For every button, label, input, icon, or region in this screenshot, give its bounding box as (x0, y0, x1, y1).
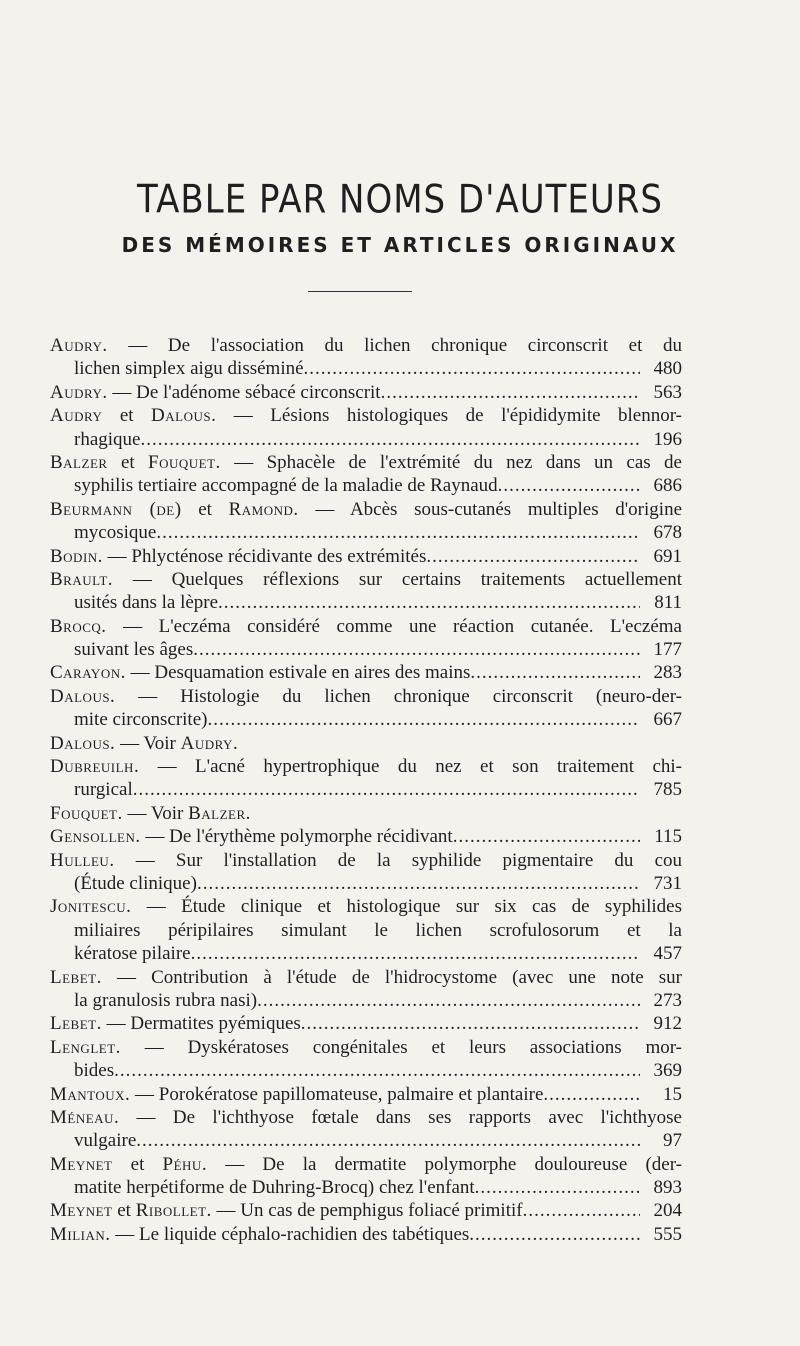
index-entry (50, 1083, 682, 1106)
entry-text (50, 405, 682, 426)
entry-text-segment: — Sphacèle de l'extrémité du nez dans un cas de (220, 451, 682, 473)
entry-line (50, 1059, 682, 1082)
author-name: Balzer. (188, 802, 251, 824)
entry-text-segment: et (102, 405, 152, 427)
entry-text-segment: (Étude clinique) (74, 872, 197, 894)
author-name: Beurmann (de) (50, 498, 182, 520)
entry-text (50, 1012, 301, 1035)
entry-text-segment: — Dermatites pyémiques (101, 1013, 301, 1035)
page-number: 283 (653, 662, 682, 684)
author-name: Dubreuilh. (50, 756, 140, 778)
entry-text (50, 967, 682, 988)
entry-line (50, 591, 682, 614)
entry-text (50, 825, 453, 848)
dot-leader (257, 989, 640, 1012)
entry-line (50, 521, 682, 544)
entry-line (50, 989, 682, 1012)
author-name: Audry. (50, 335, 108, 356)
entry-text-segment: — De l'ichthyose fœtale dans ses rapports avec l'ichthyose (119, 1106, 682, 1128)
entry-text-segment: miliaires péripilaires simulant le lichen scrofulosorum et la (74, 919, 682, 941)
entry-line (50, 802, 682, 825)
entry-text-segment: — Un cas de pemphigus foliacé primitif (211, 1200, 523, 1222)
index-entry (50, 381, 682, 404)
entry-text-segment: et (107, 451, 149, 473)
entry-line (50, 755, 682, 778)
index-entry (50, 615, 682, 662)
page-number: 115 (654, 826, 682, 848)
entry-line (50, 872, 682, 895)
dot-leader (426, 545, 640, 568)
entry-text (50, 452, 682, 473)
entry-text-segment: — Quelques réflexions sur certains traitements actuellement (113, 568, 682, 590)
author-name: Ribollet. (135, 1200, 212, 1222)
entry-text-segment: — Dyskératoses congénitales et leurs associations mor- (120, 1036, 682, 1058)
entry-text (50, 545, 426, 568)
entry-text (74, 428, 140, 451)
entry-text-segment: — De l'association du lichen chronique circonscrit et du (107, 335, 682, 356)
entry-line (50, 966, 682, 989)
author-name: Mantoux. (50, 1083, 131, 1105)
entry-text (74, 989, 257, 1012)
entry-text (74, 638, 193, 661)
author-name: Bodin. (50, 545, 103, 567)
dot-leader (197, 872, 640, 895)
entry-line (50, 474, 682, 497)
entry-text (74, 357, 304, 380)
dot-leader (498, 474, 640, 497)
entry-text-segment: — Phlycténose récidivante des extrémités (102, 545, 427, 567)
author-name: Balzer (50, 451, 108, 473)
entry-text (50, 686, 682, 707)
entry-line (50, 498, 682, 521)
entry-line (50, 661, 682, 684)
author-name: Audry. (180, 732, 239, 754)
entry-line (50, 1153, 682, 1176)
entry-text (74, 591, 218, 614)
author-name: Hulleu. (50, 849, 115, 871)
entry-text-segment: et (112, 1200, 136, 1222)
dot-leader (469, 1223, 640, 1246)
entry-text-segment: — De l'adénome sébacé circonscrit (107, 381, 381, 403)
author-name: Gensollen. (50, 826, 141, 848)
entry-text-segment: lichen simplex aigu disséminé (74, 358, 304, 380)
page-number: 273 (653, 989, 682, 1011)
index-entry (50, 545, 682, 568)
entry-line (50, 428, 682, 451)
entry-line (50, 1083, 682, 1106)
entry-text-segment: suivant les âges (74, 639, 194, 661)
entry-text-segment: — L'eczéma considéré comme une réaction cutanée. L'eczéma (106, 615, 682, 637)
index-entry (50, 498, 682, 545)
page-number: 457 (653, 943, 682, 965)
entry-line (50, 1199, 682, 1222)
entry-line (50, 334, 682, 357)
entry-line (50, 381, 682, 404)
entry-text (74, 708, 207, 731)
entry-line (50, 919, 682, 942)
entry-text (50, 733, 238, 754)
entry-text (50, 850, 682, 871)
author-name: Brault. (50, 568, 114, 590)
author-name: Meynet (50, 1153, 113, 1175)
dot-leader (218, 591, 640, 614)
index-entry (50, 404, 682, 451)
entry-text-segment: mite circonscrite) (74, 709, 208, 731)
page-number: 177 (653, 639, 682, 661)
entry-line (50, 849, 682, 872)
entry-text (74, 521, 156, 544)
dot-leader (207, 708, 640, 731)
entry-text (50, 381, 381, 404)
entry-text (50, 1083, 543, 1106)
author-name: Lenglet. (50, 1036, 121, 1058)
page-number: 563 (653, 381, 682, 403)
author-name: Dalous. (151, 405, 217, 427)
entry-text-segment: — Porokératose papillomateuse, palmaire et plantaire (130, 1083, 544, 1105)
index-entry (50, 1153, 682, 1200)
entry-line (50, 1106, 682, 1129)
entry-text-segment: — L'acné hypertrophique du nez et son traitement chi- (139, 756, 682, 778)
page-title: TABLE PAR NOMS D'AUTEURS (137, 177, 663, 223)
author-name: Péhu. (162, 1153, 208, 1175)
entry-line (50, 942, 682, 965)
entry-text-segment: rurgical (74, 779, 133, 801)
entry-line (50, 545, 682, 568)
entry-text (50, 569, 682, 590)
dot-leader (136, 1129, 640, 1152)
author-name: Audry (50, 405, 103, 427)
index-entry (50, 755, 682, 802)
author-name: Fouquet. (148, 451, 221, 473)
page-number: 912 (653, 1013, 682, 1035)
entry-text (50, 896, 682, 917)
entry-line (50, 638, 682, 661)
page-number: 369 (653, 1060, 682, 1082)
page-number: 204 (653, 1200, 682, 1222)
entry-text (50, 756, 682, 777)
index-entry (50, 661, 682, 684)
entry-text-segment: mycosique (74, 522, 157, 544)
author-name: Lebet. (50, 966, 102, 988)
entry-text-segment: syphilis tertiaire accompagné de la maladie de Raynaud (74, 475, 498, 497)
index-entry (50, 568, 682, 615)
entry-line (50, 357, 682, 380)
entry-line (50, 1223, 682, 1246)
dot-leader (140, 428, 640, 451)
author-name: Méneau. (50, 1106, 120, 1128)
entry-line (50, 1036, 682, 1059)
title-divider (308, 291, 412, 292)
entry-text (74, 920, 682, 941)
page-subtitle: DES MÉMOIRES ET ARTICLES ORIGINAUX (121, 233, 679, 257)
author-name: Fouquet. (50, 802, 123, 824)
entry-text-segment: vulgaire (74, 1130, 137, 1152)
entry-text-segment: rhagique (74, 428, 141, 450)
page-number: 196 (653, 428, 682, 450)
entry-text (74, 942, 191, 965)
page-number: 15 (663, 1083, 682, 1105)
page-number: 893 (653, 1177, 682, 1199)
dot-leader (156, 521, 640, 544)
author-index-list (50, 334, 682, 1246)
entry-line (50, 778, 682, 801)
entry-line (50, 615, 682, 638)
dot-leader (301, 1012, 640, 1035)
entry-text-segment: et (181, 498, 229, 520)
author-name: Carayon. (50, 662, 126, 684)
entry-line (50, 1176, 682, 1199)
index-entry (50, 849, 682, 896)
entry-text-segment: — De l'érythème polymorphe récidivant (140, 826, 453, 848)
dot-leader (114, 1059, 640, 1082)
entry-text (50, 1107, 682, 1128)
entry-line (50, 732, 682, 755)
index-entry (50, 334, 682, 381)
entry-text (74, 1129, 136, 1152)
index-entry (50, 802, 682, 825)
entry-text-segment: — Le liquide céphalo-rachidien des tabétiques (110, 1223, 470, 1245)
entry-text (74, 474, 498, 497)
page-number: 731 (653, 872, 682, 894)
author-name: Meynet (50, 1200, 113, 1222)
dot-leader (381, 381, 640, 404)
entry-text (50, 1154, 682, 1175)
author-name: Brocq. (50, 615, 107, 637)
entry-text (50, 1199, 523, 1222)
author-name: Dalous. (50, 685, 116, 707)
page-number: 678 (653, 522, 682, 544)
entry-text-segment: — Desquamation estivale en aires des mains (125, 662, 471, 684)
page-number: 811 (654, 592, 682, 614)
entry-line (50, 825, 682, 848)
entry-line (50, 895, 682, 918)
index-entry (50, 1106, 682, 1153)
author-name: Jonitescu. (50, 896, 132, 918)
entry-text (74, 872, 197, 895)
entry-text-segment: — De la dermatite polymorphe douloureuse (der- (207, 1153, 682, 1175)
entry-line (50, 1129, 682, 1152)
entry-text-segment: la granulosis rubra nasi) (74, 989, 258, 1011)
page-number: 97 (663, 1130, 682, 1152)
index-entry (50, 825, 682, 848)
entry-text-segment: — Abcès sous-cutanés multiples d'origine (298, 498, 682, 520)
entry-text (50, 1037, 682, 1058)
entry-text (50, 661, 470, 684)
entry-text-segment: — Sur l'installation de la syphilide pigmentaire du cou (114, 849, 682, 871)
dot-leader (475, 1176, 640, 1199)
entry-text-segment: et (112, 1153, 163, 1175)
entry-text-segment: — Lésions histologiques de l'épididymite blennor- (216, 405, 682, 427)
dot-leader (133, 778, 640, 801)
entry-text-segment: usités dans la lèpre (74, 592, 219, 614)
entry-text (74, 1176, 475, 1199)
entry-line (50, 708, 682, 731)
dot-leader (193, 638, 640, 661)
entry-text (50, 335, 682, 356)
page-number: 480 (653, 358, 682, 380)
entry-text (50, 499, 682, 520)
dot-leader (543, 1083, 640, 1106)
entry-text-segment: bides (74, 1060, 115, 1082)
dot-leader (304, 357, 640, 380)
page-number: 785 (653, 779, 682, 801)
entry-text-segment: — Étude clinique et histologique sur six cas de syphilides (131, 896, 682, 918)
author-name: Milian. (50, 1223, 111, 1245)
page-number: 686 (653, 475, 682, 497)
index-entry (50, 1036, 682, 1083)
page-number: 667 (653, 709, 682, 731)
author-name: Audry. (50, 381, 108, 403)
entry-text (50, 803, 251, 824)
index-entry (50, 966, 682, 1013)
index-entry (50, 685, 682, 732)
entry-text (50, 616, 682, 637)
index-entry (50, 1199, 682, 1222)
entry-text (50, 1223, 469, 1246)
author-name: Dalous. (50, 732, 116, 754)
author-name: Ramond. (228, 498, 299, 520)
entry-line (50, 568, 682, 591)
entry-line (50, 404, 682, 427)
page-number: 691 (653, 545, 682, 567)
entry-text-segment: kératose pilaire (74, 943, 191, 965)
page-number: 555 (653, 1223, 682, 1245)
dot-leader (470, 661, 640, 684)
index-entry (50, 732, 682, 755)
entry-text (74, 1059, 114, 1082)
dot-leader (523, 1199, 640, 1222)
index-entry (50, 895, 682, 965)
entry-line (50, 451, 682, 474)
dot-leader (453, 825, 640, 848)
entry-text-segment: — Contribution à l'étude de l'hidrocystome (avec une note sur (101, 966, 682, 988)
dot-leader (191, 942, 640, 965)
index-entry (50, 1223, 682, 1246)
entry-line (50, 1012, 682, 1035)
entry-text (74, 778, 133, 801)
entry-text-segment: — Voir (122, 802, 189, 824)
entry-text-segment: — Voir (115, 732, 181, 754)
index-entry (50, 451, 682, 498)
entry-text-segment: matite herpétiforme de Duhring-Brocq) chez l'enfant (74, 1177, 475, 1199)
index-entry (50, 1012, 682, 1035)
author-name: Lebet. (50, 1013, 102, 1035)
entry-line (50, 685, 682, 708)
entry-text-segment: — Histologie du lichen chronique circonscrit (neuro-der- (115, 685, 682, 707)
